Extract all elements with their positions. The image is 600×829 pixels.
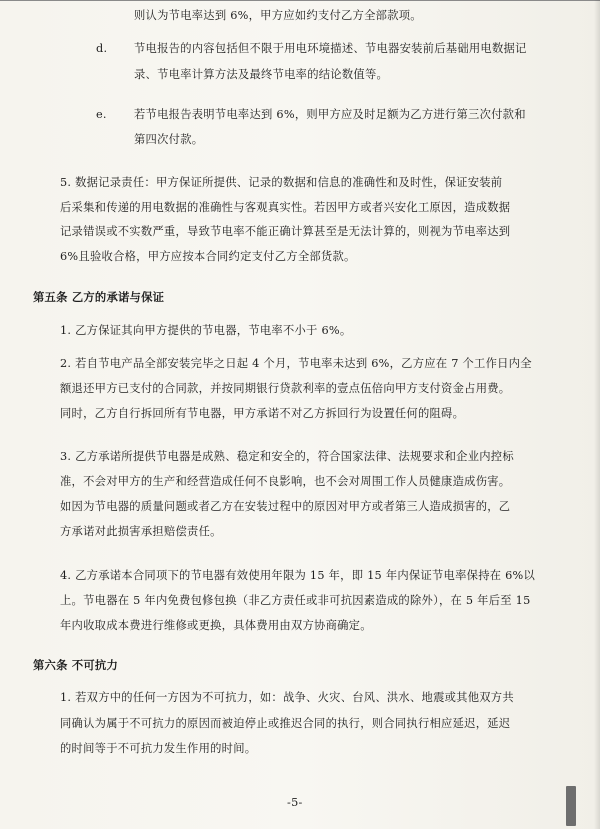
s5-p2-line-2: 额退还甲方已支付的合同款，并按同期银行贷款利率的壹点伍倍向甲方支付资金占用费。 bbox=[60, 382, 511, 395]
item5-line-4: 6%且验收合格，甲方应按本合同约定支付乙方全部货款。 bbox=[60, 250, 356, 263]
section-5-heading: 第五条 乙方的承诺与保证 bbox=[33, 290, 165, 304]
s5-p1: 1. 乙方保证其向甲方提供的节电器，节电率不小于 6%。 bbox=[60, 324, 352, 337]
s5-p3-line-2: 准，不会对甲方的生产和经营造成任何不良影响，也不会对周围工作人员健康造成伤害。 bbox=[60, 475, 511, 488]
page-number: -5- bbox=[287, 796, 303, 809]
list-e-line-1: 若节电报告表明节电率达到 6%，则甲方应及时足额为乙方进行第三次付款和 bbox=[134, 108, 526, 121]
list-e-line-2: 第四次付款。 bbox=[134, 133, 204, 146]
list-marker-e: e. bbox=[96, 108, 107, 121]
section-6-heading: 第六条 不可抗力 bbox=[33, 658, 119, 672]
list-d-line-1: 节电报告的内容包括但不限于用电环境描述、节电器安装前后基础用电数据记 bbox=[134, 42, 527, 55]
binder-clip-mark bbox=[566, 786, 576, 826]
s5-p2-line-1: 2. 若自节电产品全部安装完毕之日起 4 个月，节电率未达到 6%，乙方应在 7 个工作日内全 bbox=[60, 357, 532, 370]
s5-p3-line-4: 方承诺对此损害承担赔偿责任。 bbox=[60, 525, 222, 538]
s6-p1-line-3: 的时间等于不可抗力发生作用的时间。 bbox=[60, 742, 257, 755]
s5-p4-line-2: 上。节电器在 5 年内免费包修包换（非乙方责任或非可抗因素造成的除外），在 5 年后至 15 bbox=[60, 594, 531, 607]
s5-p3-line-3: 如因为节电器的质量问题或者乙方在安装过程中的原因对甲方或者第三人造成损害的，乙 bbox=[60, 500, 511, 513]
s6-p1-line-1: 1. 若双方中的任何一方因为不可抗力，如：战争、火灾、台风、洪水、地震或其他双方共 bbox=[60, 691, 514, 704]
s5-p2-line-3: 同时，乙方自行拆回所有节电器，甲方承诺不对乙方拆回行为设置任何的阻碍。 bbox=[60, 407, 465, 420]
item5-line-1: 5. 数据记录责任：甲方保证所提供、记录的数据和信息的准确性和及时性，保证安装前 bbox=[60, 176, 503, 189]
item5-line-3: 记录错误或不实数严重，导致节电率不能正确计算甚至是无法计算的，则视为节电率达到 bbox=[60, 225, 511, 238]
list-d-line-2: 录、节电率计算方法及最终节电率的结论数值等。 bbox=[134, 68, 389, 81]
list-marker-d: d. bbox=[96, 42, 108, 55]
continued-text: 则认为节电率达到 6%，甲方应如约支付乙方全部款项。 bbox=[134, 9, 422, 22]
scan-shadow-edge bbox=[594, 0, 600, 829]
top-edge-rule bbox=[0, 0, 600, 1]
s5-p4-line-3: 年内收取成本费进行维修或更换，具体费用由双方协商确定。 bbox=[60, 619, 372, 632]
s5-p4-line-1: 4. 乙方承诺本合同项下的节电器有效使用年限为 15 年，即 15 年内保证节电率保持在 6%以 bbox=[60, 569, 536, 582]
s6-p1-line-2: 同确认为属于不可抗力的原因而被迫停止或推迟合同的执行，则合同执行相应延迟，延迟 bbox=[60, 717, 511, 730]
item5-line-2: 后采集和传递的用电数据的准确性与客观真实性。若因甲方或者兴安化工原因，造成数据 bbox=[60, 201, 511, 214]
s5-p3-line-1: 3. 乙方承诺所提供节电器是成熟、稳定和安全的，符合国家法律、法规要求和企业内控标 bbox=[60, 450, 514, 463]
